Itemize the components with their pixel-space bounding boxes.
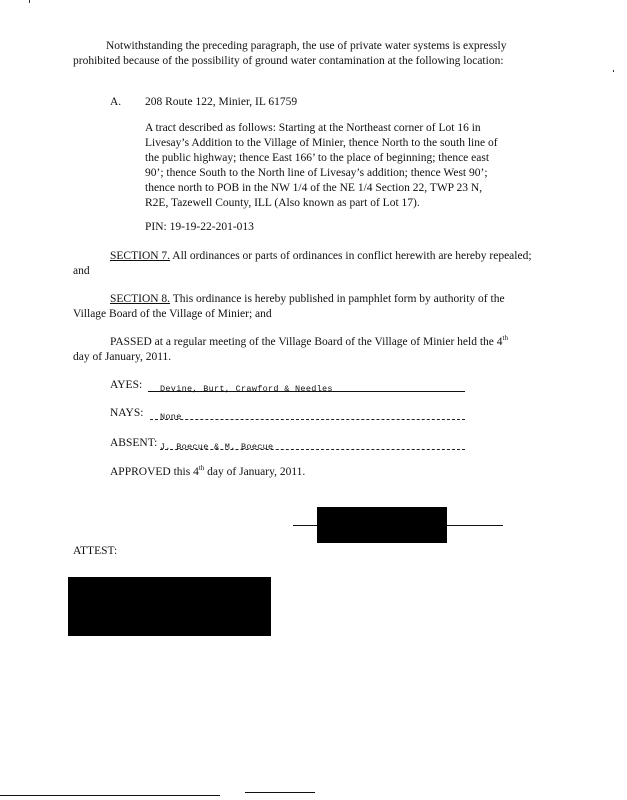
location-address: 208 Route 122, Minier, IL 61759 bbox=[145, 96, 298, 108]
footer-rule-right bbox=[245, 792, 315, 793]
ayes-label: AYES: bbox=[110, 379, 143, 391]
section-7-label: SECTION 7. bbox=[110, 250, 171, 262]
intro-line-2: prohibited because of the possibility of ground water contamination at the following location: bbox=[73, 55, 504, 67]
tract-line-3: the public highway; thence East 166’ to the place of beginning; thence east bbox=[145, 152, 490, 164]
passed-line-1 bbox=[110, 335, 508, 350]
passed-sup: th bbox=[502, 334, 508, 342]
absent-signature-line bbox=[160, 449, 465, 450]
intro-line-1: Notwithstanding the preceding paragraph, the use of private water systems is expressly bbox=[106, 40, 507, 52]
scan-speck bbox=[29, 0, 30, 3]
section-8-line-2: Village Board of the Village of Minier; and bbox=[73, 308, 272, 320]
pin-number: PIN: 19-19-22-201-013 bbox=[145, 221, 254, 233]
section-8-label: SECTION 8. bbox=[110, 293, 171, 305]
attest-label: ATTEST: bbox=[73, 545, 118, 557]
section-8 bbox=[110, 292, 505, 307]
section-8-text: This ordinance is hereby published in pamphlet form by authority of the bbox=[170, 293, 505, 305]
approved-sup: th bbox=[198, 464, 205, 472]
ayes-signature-line bbox=[148, 391, 465, 392]
redacted-attest-block bbox=[68, 577, 271, 636]
absent-label: ABSENT: bbox=[110, 437, 158, 449]
location-letter: A. bbox=[110, 96, 122, 108]
tract-line-5: thence north to POB in the NW 1/4 of the NE 1/4 Section 22, TWP 23 N, bbox=[145, 182, 483, 194]
approved-text: APPROVED this 4 bbox=[110, 466, 199, 478]
approved-line bbox=[110, 465, 305, 480]
nays-label: NAYS: bbox=[110, 407, 144, 419]
redacted-signature bbox=[317, 507, 447, 543]
tract-line-4: 90’; thence South to the North line of Livesay’s addition; thence West 90’; bbox=[145, 167, 488, 179]
tract-line-1: A tract described as follows: Starting at the Northeast corner of Lot 16 in bbox=[145, 122, 481, 134]
nays-value: None bbox=[160, 412, 182, 422]
passed-line-2: day of January, 2011. bbox=[73, 351, 172, 363]
scan-speck bbox=[613, 70, 614, 72]
section-7-and: and bbox=[73, 265, 90, 277]
passed-text: PASSED at a regular meeting of the Village Board of the Village of Minier held the 4 bbox=[110, 336, 503, 348]
ayes-value: Devine, Burt, Crawford & Needles bbox=[160, 384, 333, 394]
absent-value: J. Boecue & M. Boecue bbox=[160, 442, 274, 452]
approved-text-end: day of January, 2011. bbox=[204, 466, 306, 478]
tract-line-2: Livesay’s Addition to the Village of Minier, thence North to the south line of bbox=[145, 137, 498, 149]
nays-signature-line bbox=[150, 419, 465, 420]
section-7-text: All ordinances or parts of ordinances in conflict herewith are hereby repealed; bbox=[170, 250, 532, 262]
tract-line-6: R2E, Tazewell County, ILL (Also known as part of Lot 17). bbox=[145, 197, 420, 209]
section-7 bbox=[110, 249, 532, 264]
footer-rule-left bbox=[0, 795, 220, 796]
